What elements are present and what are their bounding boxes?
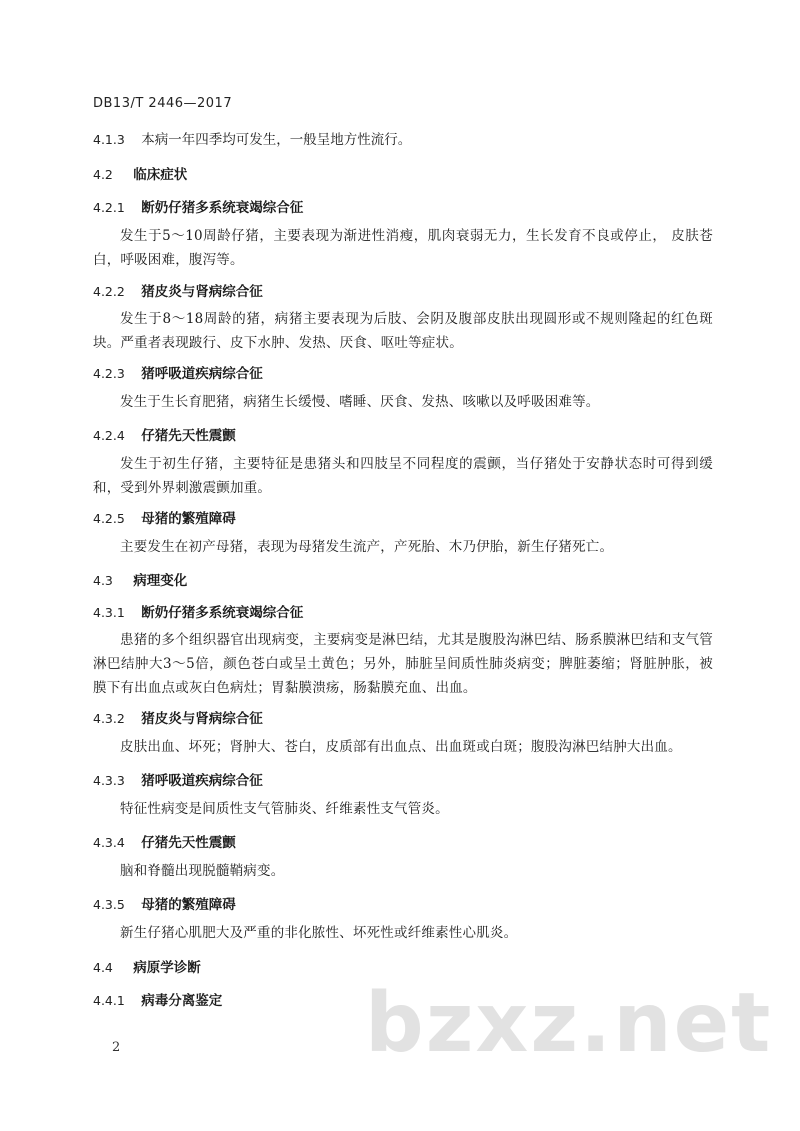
subsection-number: 4.2.2 bbox=[93, 284, 125, 299]
subsection-title: 猪皮炎与肾病综合征 bbox=[141, 284, 263, 300]
subsection-number: 4.3.5 bbox=[93, 897, 125, 912]
clause-4-1-3 bbox=[93, 128, 707, 152]
section-number: 4.3 bbox=[93, 573, 113, 588]
subsection-number: 4.3.4 bbox=[93, 835, 125, 850]
section-title: 病理变化 bbox=[133, 573, 188, 589]
section-title: 病原学诊断 bbox=[133, 960, 201, 976]
subsection-title: 母猪的繁殖障碍 bbox=[141, 511, 236, 527]
subsection-title: 猪呼吸道疾病综合征 bbox=[141, 366, 263, 382]
paragraph-4-2-1: 发生于5～10周龄仔猪，主要表现为渐进性消瘦，肌肉衰弱无力，生长发育不良或停止， 皮肤苍白，呼吸困难，腹泻等。 bbox=[93, 228, 713, 268]
paragraph-4-3-3: 特征性病变是间质性支气管肺炎、纤维素性支气管炎。 bbox=[120, 801, 449, 817]
subsection-heading-4-2-3 bbox=[93, 362, 707, 386]
document-code: DB13/T 2446—2017 bbox=[93, 96, 233, 111]
paragraph-4-3-1: 患猪的多个组织器官出现病变，主要病变是淋巴结，尤其是腹股沟淋巴结、肠系膜淋巴结和支气管淋巴结肿大3～5倍，颜色苍白或呈土黄色；另外，肺脏呈间质性肺炎病变；脾脏萎缩；肾脏肿胀，被膜下有出血点或灰白色病灶；胃黏膜溃疡，肠黏膜充血、出血。 bbox=[93, 632, 713, 696]
subsection-title: 病毒分离鉴定 bbox=[141, 993, 223, 1009]
clause-text: 本病一年四季均可发生，一般呈地方性流行。 bbox=[141, 132, 412, 148]
subsection-heading-4-3-4 bbox=[93, 831, 707, 855]
subsection-number: 4.3.3 bbox=[93, 773, 125, 788]
subsection-title: 断奶仔猪多系统衰竭综合征 bbox=[141, 200, 304, 216]
subsection-heading-4-3-2 bbox=[93, 707, 707, 731]
subsection-title: 断奶仔猪多系统衰竭综合征 bbox=[141, 605, 304, 621]
subsection-title: 猪皮炎与肾病综合征 bbox=[141, 711, 263, 727]
subsection-number: 4.2.5 bbox=[93, 511, 125, 526]
paragraph-4-3-5: 新生仔猪心肌肥大及严重的非化脓性、坏死性或纤维素性心肌炎。 bbox=[120, 925, 518, 941]
subsection-heading-4-3-5 bbox=[93, 893, 707, 917]
subsection-heading-4-3-1 bbox=[93, 601, 707, 625]
subsection-title: 母猪的繁殖障碍 bbox=[141, 897, 236, 913]
paragraph-4-2-3: 发生于生长育肥猪，病猪生长缓慢、嗜睡、厌食、发热、咳嗽以及呼吸困难等。 bbox=[120, 394, 600, 410]
paragraph-4-3-4: 脑和脊髓出现脱髓鞘病变。 bbox=[120, 863, 285, 879]
paragraph-4-3-2: 皮肤出血、坏死；肾肿大、苍白，皮质部有出血点、出血斑或白斑；腹股沟淋巴结肿大出血。 bbox=[120, 739, 682, 755]
subsection-number: 4.3.2 bbox=[93, 711, 125, 726]
subsection-heading-4-2-1 bbox=[93, 196, 707, 220]
subsection-title: 仔猪先天性震颤 bbox=[141, 835, 236, 851]
subsection-number: 4.4.1 bbox=[93, 993, 125, 1008]
section-title: 临床症状 bbox=[133, 167, 188, 183]
paragraph-4-2-4: 发生于初生仔猪，主要特征是患猪头和四肢呈不同程度的震颤，当仔猪处于安静状态时可得到缓和，受到外界刺激震颤加重。 bbox=[93, 456, 713, 496]
subsection-number: 4.2.3 bbox=[93, 366, 125, 381]
watermark-logo: bzxz.net bbox=[365, 976, 773, 1071]
section-heading-4-3 bbox=[93, 569, 707, 593]
subsection-number: 4.3.1 bbox=[93, 605, 125, 620]
paragraph-4-2-2: 发生于8～18周龄的猪，病猪主要表现为后肢、会阴及腹部皮肤出现圆形或不规则隆起的红色斑块。严重者表现跛行、皮下水肿、发热、厌食、呕吐等症状。 bbox=[93, 311, 713, 351]
subsection-number: 4.2.1 bbox=[93, 200, 125, 215]
subsection-title: 猪呼吸道疾病综合征 bbox=[141, 773, 263, 789]
subsection-number: 4.2.4 bbox=[93, 428, 125, 443]
page-number: 2 bbox=[112, 1040, 121, 1055]
section-number: 4.2 bbox=[93, 167, 113, 182]
section-number: 4.4 bbox=[93, 960, 113, 975]
subsection-heading-4-2-4 bbox=[93, 424, 707, 448]
subsection-heading-4-2-5 bbox=[93, 507, 707, 531]
paragraph-4-2-5: 主要发生在初产母猪，表现为母猪发生流产，产死胎、木乃伊胎，新生仔猪死亡。 bbox=[120, 539, 614, 555]
subsection-heading-4-2-2 bbox=[93, 280, 707, 304]
section-heading-4-2 bbox=[93, 163, 707, 187]
subsection-heading-4-3-3 bbox=[93, 769, 707, 793]
subsection-title: 仔猪先天性震颤 bbox=[141, 428, 236, 444]
clause-number: 4.1.3 bbox=[93, 132, 125, 147]
